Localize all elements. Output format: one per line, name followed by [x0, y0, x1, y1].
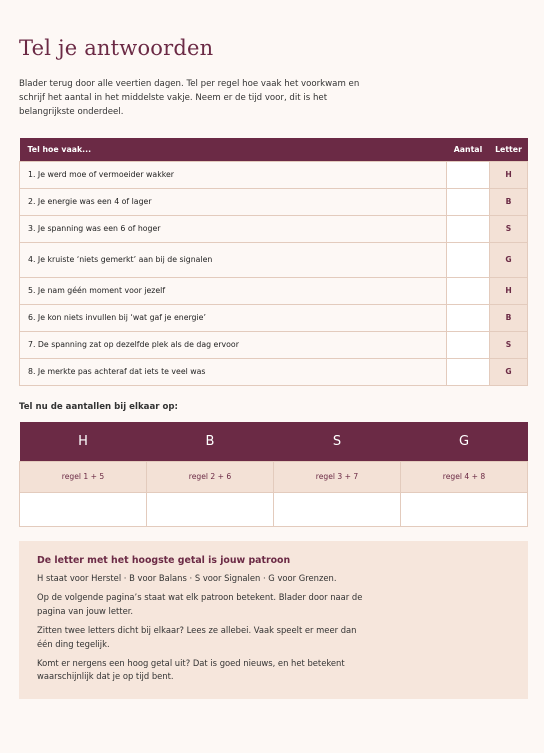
sum-letter-row — [20, 422, 528, 461]
count-input-cell[interactable] — [447, 161, 490, 188]
sum-letter-g: G — [401, 422, 528, 461]
count-input-cell[interactable] — [447, 277, 490, 304]
table-row — [20, 215, 528, 242]
letter-cell: H — [490, 161, 528, 188]
sum-rule-s: regel 3 + 7 — [274, 461, 401, 492]
note-paragraph: Op de volgende pagina’s staat wat elk patroon betekent. Blader door naar de pagina van jouw letter. — [37, 592, 363, 616]
count-input-cell[interactable] — [447, 242, 490, 277]
question-text: 5. Je nam géén moment voor jezelf — [20, 277, 447, 304]
count-input-cell[interactable] — [447, 331, 490, 358]
sum-section-title: Tel nu de aantallen bij elkaar op: — [19, 402, 178, 412]
table-row — [20, 331, 528, 358]
sum-total-cell-b[interactable] — [147, 492, 274, 526]
count-table-header — [20, 138, 528, 161]
letter-cell: B — [490, 188, 528, 215]
question-text: 1. Je werd moe of vermoeider wakker — [20, 161, 447, 188]
sum-letter-b: B — [147, 422, 274, 461]
count-table — [19, 138, 528, 386]
letter-cell: B — [490, 304, 528, 331]
question-text: 4. Je kruiste ‘niets gemerkt’ aan bij de signalen — [20, 242, 447, 277]
sum-rule-row — [20, 461, 528, 492]
sum-letter-h: H — [20, 422, 147, 461]
table-row — [20, 242, 528, 277]
sum-rule-b: regel 2 + 6 — [147, 461, 274, 492]
sum-total-cell-h[interactable] — [20, 492, 147, 526]
sum-table — [19, 422, 528, 527]
question-text: 3. Je spanning was een 6 of hoger — [20, 215, 447, 242]
letter-cell: S — [490, 215, 528, 242]
count-input-cell[interactable] — [447, 188, 490, 215]
count-input-cell[interactable] — [447, 215, 490, 242]
count-header: Aantal — [447, 138, 490, 161]
intro-text: Blader terug door alle veertien dagen. Tel per regel hoe vaak het voorkwam en schrijf het aantal in het middelste vakje. Neem er de tijd voor, dit is het belangrijkste onderdeel. — [19, 79, 360, 117]
letter-header: Letter — [490, 138, 528, 161]
letter-cell: H — [490, 277, 528, 304]
note-paragraph: Komt er nergens een hoog getal uit? Dat is goed nieuws, en het betekent waarschijnlijk dat je op tijd bent. — [37, 658, 345, 682]
question-text: 7. De spanning zat op dezelfde plek als de dag ervoor — [20, 331, 447, 358]
letter-cell: S — [490, 331, 528, 358]
table-row — [20, 161, 528, 188]
sum-total-cell-g[interactable] — [401, 492, 528, 526]
table-row — [20, 277, 528, 304]
count-input-cell[interactable] — [447, 358, 490, 385]
table-row — [20, 304, 528, 331]
pattern-note-box — [19, 541, 528, 699]
letter-cell: G — [490, 242, 528, 277]
sum-total-row — [20, 492, 528, 526]
note-paragraph: H staat voor Herstel · B voor Balans · S voor Signalen · G voor Grenzen. — [37, 573, 337, 583]
sum-rule-h: regel 1 + 5 — [20, 461, 147, 492]
question-text: 6. Je kon niets invullen bij ‘wat gaf je energie’ — [20, 304, 447, 331]
note-heading: De letter met het hoogste getal is jouw patroon — [37, 555, 291, 566]
note-paragraph: Zitten twee letters dicht bij elkaar? Lees ze allebei. Vaak speelt er meer dan één ding tegelijk. — [37, 625, 357, 649]
table-row — [20, 358, 528, 385]
question-text: 2. Je energie was een 4 of lager — [20, 188, 447, 215]
letter-cell: G — [490, 358, 528, 385]
sum-total-cell-s[interactable] — [274, 492, 401, 526]
table-row — [20, 188, 528, 215]
sum-rule-g: regel 4 + 8 — [401, 461, 528, 492]
page-title: Tel je antwoorden — [19, 36, 214, 60]
count-input-cell[interactable] — [447, 304, 490, 331]
question-text: 8. Je merkte pas achteraf dat iets te veel was — [20, 358, 447, 385]
question-header: Tel hoe vaak... — [20, 138, 447, 161]
sum-letter-s: S — [274, 422, 401, 461]
